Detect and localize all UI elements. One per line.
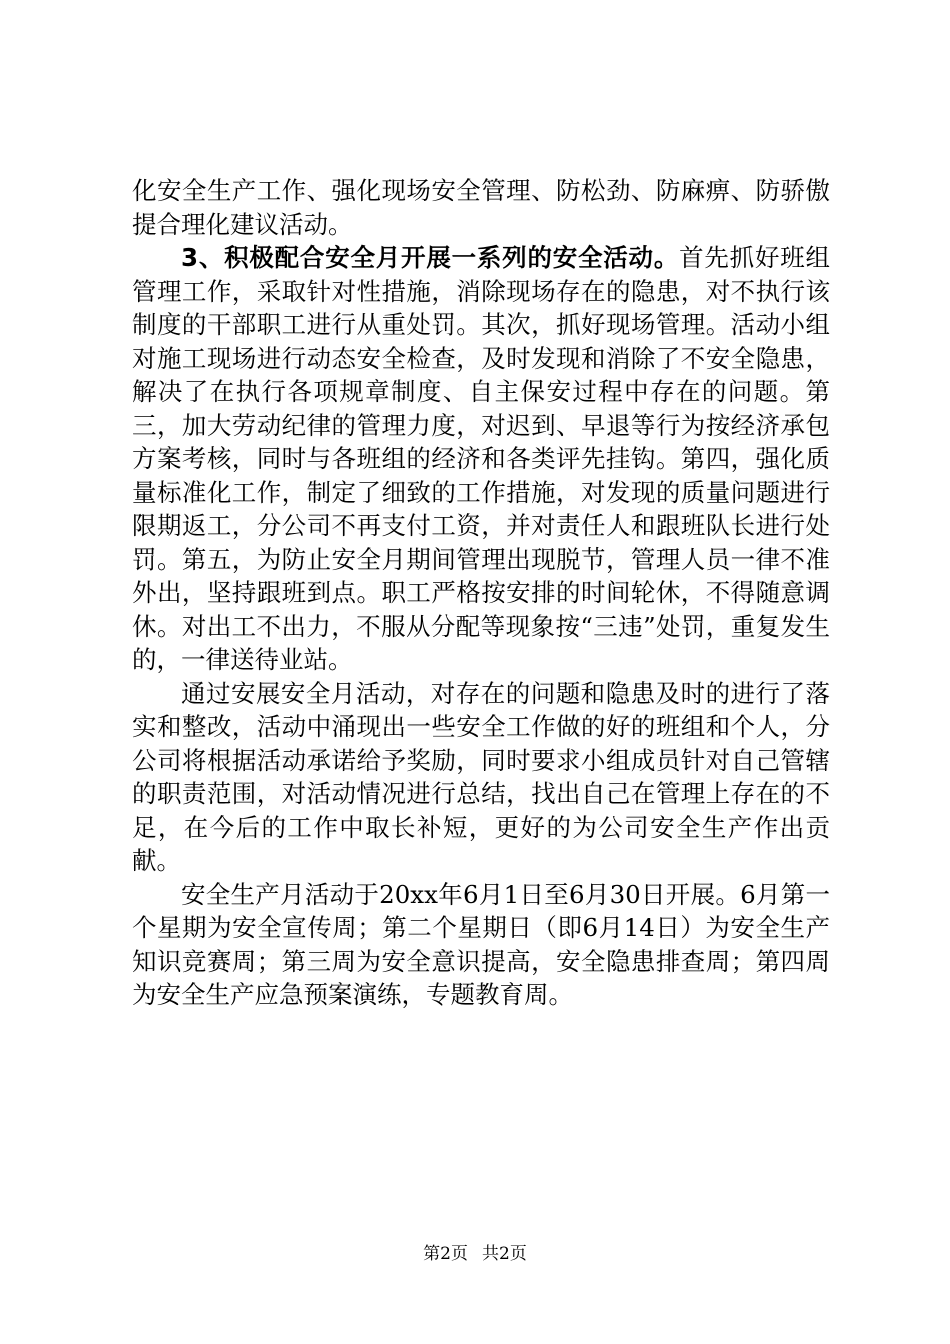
page-number: 第2页 <box>423 1244 468 1264</box>
page-footer <box>0 1243 950 1265</box>
paragraph-activities <box>132 241 830 677</box>
paragraph-heading: 3、积极配合安全月开展一系列的安全活动。 <box>181 243 680 272</box>
paragraph-schedule: 安全生产月活动于20xx年6月1日至6月30日开展。6月第一个星期为安全宣传周；第二个星期日（即6月14日）为安全生产知识竞赛周；第三周为安全意识提高，安全隐患排查周；第四周为安全生产应急预案演练，专题教育周。 <box>132 879 830 1009</box>
paragraph-continuation: 化安全生产工作、强化现场安全管理、防松劲、防麻痹、防骄傲提合理化建议活动。 <box>132 176 830 239</box>
document-body <box>132 174 830 1012</box>
page-total: 共2页 <box>482 1244 527 1264</box>
paragraph-text: 首先抓好班组管理工作，采取针对性措施，消除现场存在的隐患，对不执行该制度的干部职工进行从重处罚。其次，抓好现场管理。活动小组对施工现场进行动态安全检查，及时发现和消除了不安全隐患，解决了在执行各项规章制度、自主保安过程中存在的问题。第三，加大劳动纪律的管理力度，对迟到、早退等行为按经济承包方案考核，同时与各班组的经济和各类评先挂钩。第四，强化质量标准化工作，制定了细致的工作措施，对发现的质量问题进行限期返工，分公司不再支付工资，并对责任人和跟班队长进行处罚。第五，为防止安全月期间管理出现脱节，管理人员一律不准外出，坚持跟班到点。职工严格按安排的时间轮休，不得随意调休。对出工不出力，不服从分配等现象按“三违”处罚，重复发生的，一律送待业站。 <box>132 243 830 674</box>
paragraph-summary: 通过安展安全月活动，对存在的问题和隐患及时的进行了落实和整改，活动中涌现出一些安全工作做的好的班组和个人，分公司将根据活动承诺给予奖励，同时要求小组成员针对自己管辖的职责范围，对活动情况进行总结，找出自己在管理上存在的不足，在今后的工作中取长补短，更好的为公司安全生产作出贡献。 <box>132 678 830 875</box>
